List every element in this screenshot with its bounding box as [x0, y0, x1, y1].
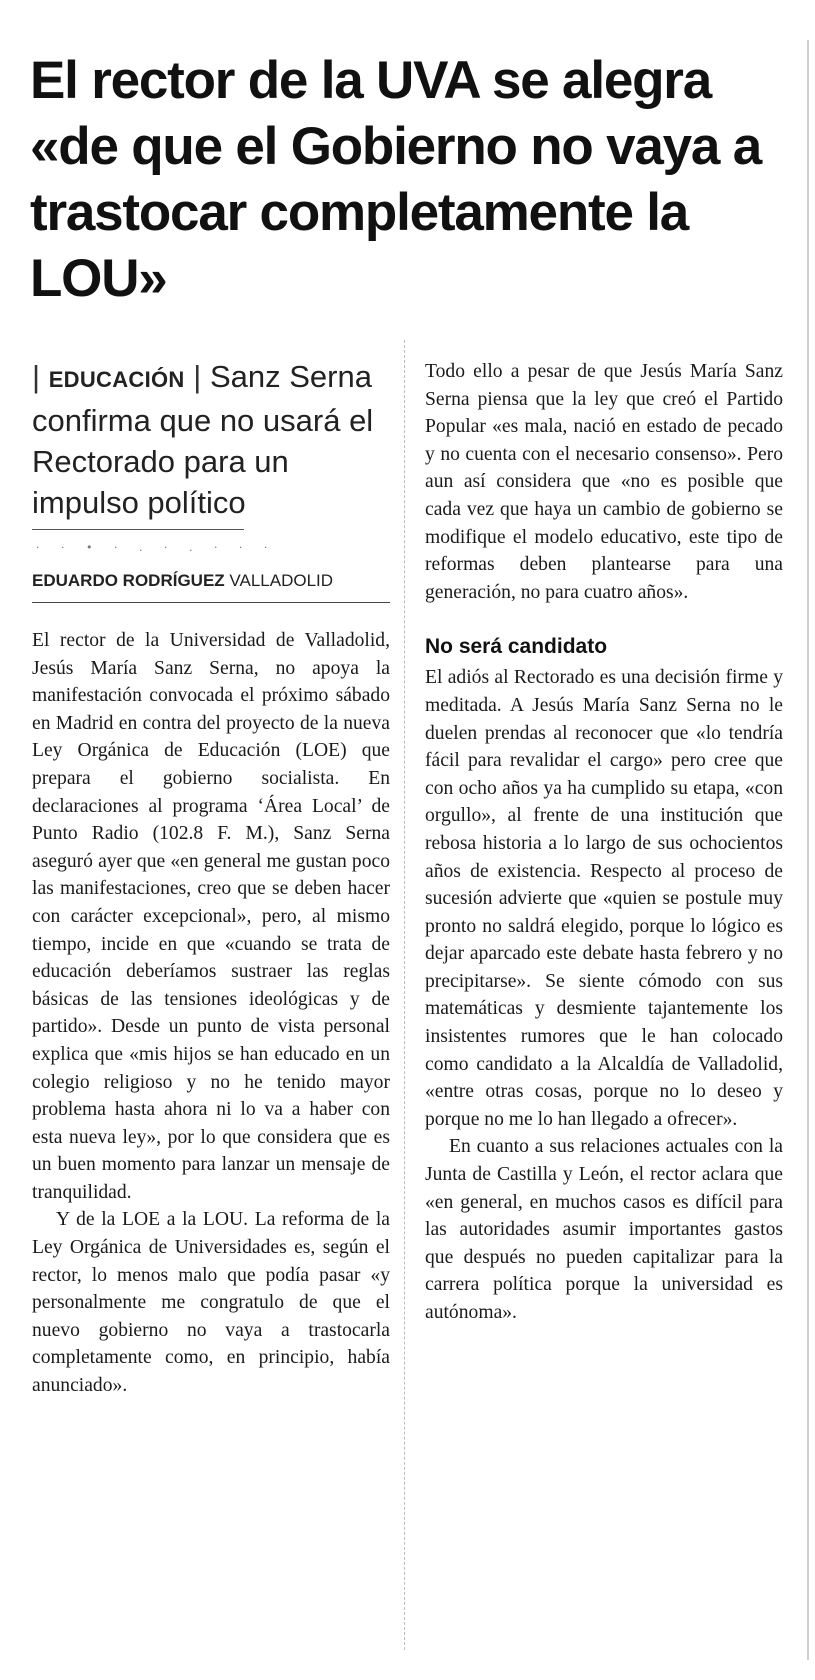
- kicker-bar: |: [193, 359, 202, 394]
- right-column: [425, 358, 783, 1327]
- subhead: No será candidato: [425, 635, 608, 659]
- body-paragraph: El rector de la Universidad de Valladolid, Jesús María Sanz Serna, no apoya la manifestación convocada el próximo sábado en Madrid en contra del proyecto de la nueva Ley Orgánica de Educación (LOE) que prepara el gobierno socialista. En declaraciones al programa ‘Área Local’ de Punto Radio (102.8 F. M.), Sanz Serna aseguró ayer que «en general me gustan poco las manifestaciones, creo que se deben hacer con carácter excepcional», pero, al mismo tiempo, incide en que «cuando se trata de educación deberíamos sustraer las reglas básicas de las tensiones ideológicas y de partido». Desde un punto de vista personal explica que «mis hijos se han educado en un colegio religioso y no he tenido mayor problema hasta ahora ni lo va a haber con esta nueva ley», por lo que considera que es un buen momento para lanzar un mensaje de tranquilidad.: [32, 630, 390, 1203]
- body-paragraph: Todo ello a pesar de que Jesús María Sanz Serna piensa que la ley que creó el Partido Popular «es mala, nació en estado de pecado y no cuenta con el necesario consenso». Pero aun así considera que «no es posible que cada vez que haya un cambio de gobierno se modifique el modelo educativo, este tipo de reformas deben plantearse para una generación, no para cuatro años».: [425, 361, 783, 603]
- body-paragraph: El adiós al Rectorado es una decisión firme y meditada. A Jesús María Sanz Serna no le duelen prendas al reconocer que «lo tendría fácil para revalidar el cargo» pero cree que con ocho años ya ha cumplido su etapa, «con orgullo», al frente de una institución que rebosa historia a lo largo de sus ochocientos años de existencia. Respecto al proceso de sucesión advierte que «quien se postule muy pronto no saldrá elegido, porque lo lógico es dejar aparcado este debate hasta febrero y no precipitarse». Se siente cómodo con sus matemáticas y desmiente tajantemente los insistentes rumores que le han colocado como candidato a la Alcaldía de Valladolid, «entre otras cosas, porque no lo deseo y porque no me lo han llegado a ofrecer».: [425, 667, 783, 1130]
- left-column: [32, 356, 390, 1400]
- column-divider: [404, 340, 406, 1650]
- left-body: [32, 627, 390, 1400]
- byline: [32, 570, 390, 603]
- kicker-text: Sanz Serna confirma que no usará el Rectorado para un impulso político: [32, 359, 374, 520]
- page-edge-rule: [807, 40, 809, 1660]
- print-specks: · · • · . · . · · ·: [36, 541, 277, 554]
- body-paragraph: En cuanto a sus relaciones actuales con la Junta de Castilla y León, el rector aclara que «en general, en muchos casos es difícil para las autoridades asumir importantes gastos que después no pueden capitalizar para la carrera política porque la universidad es autónoma».: [425, 1136, 783, 1323]
- section-tag: EDUCACIÓN: [48, 367, 185, 392]
- headline: El rector de la UVA se alegra «de que el Gobierno no vaya a trastocar completamente la LOU»: [30, 51, 761, 308]
- right-intro: [425, 358, 783, 606]
- byline-author: EDUARDO RODRÍGUEZ: [32, 571, 225, 590]
- kicker-bar: |: [32, 359, 41, 394]
- byline-location: VALLADOLID: [229, 571, 334, 590]
- body-paragraph: Y de la LOE a la LOU. La reforma de la Ley Orgánica de Universidades es, según el rector, lo menos malo que podía pasar «y personalmente me congratulo de que el nuevo gobierno no vaya a trastocarla completamente como, en principio, había anunciado».: [32, 1209, 390, 1397]
- right-body: [425, 664, 783, 1326]
- kicker-rule: [32, 529, 244, 530]
- kicker: [32, 356, 390, 523]
